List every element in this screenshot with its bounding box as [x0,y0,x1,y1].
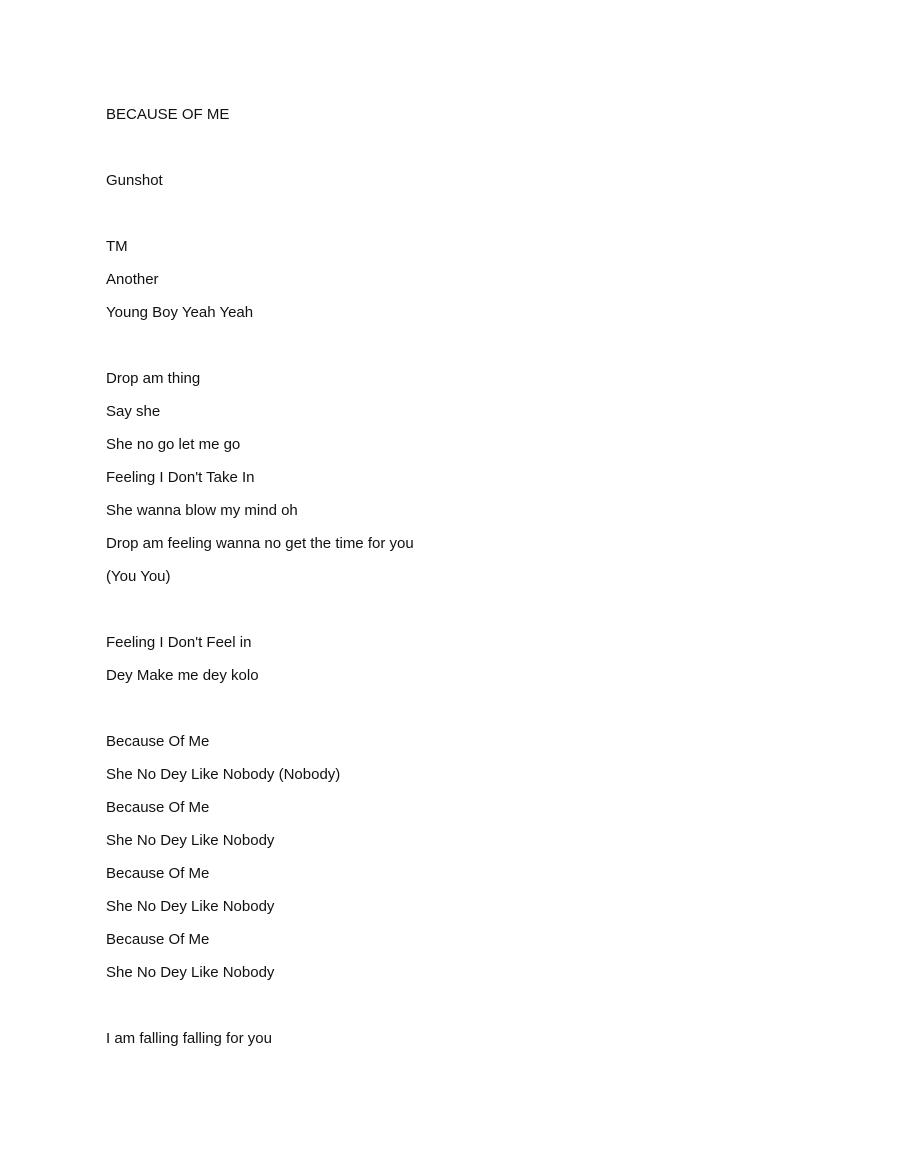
lyric-line: Drop am feeling wanna no get the time for you [106,535,414,552]
artist-name: Gunshot [106,172,163,189]
lyric-line: Feeling I Don't Feel in [106,634,252,651]
lyric-line: She wanna blow my mind oh [106,502,298,519]
chorus-line: Because Of Me [106,865,210,882]
credit-line: TM [106,238,128,255]
credit-line: Another [106,271,159,288]
chorus-line: Because Of Me [106,799,210,816]
lyric-line: She no go let me go [106,436,241,453]
lyric-line: Drop am thing [106,370,201,387]
chorus-line: Because Of Me [106,733,210,750]
lyric-line: (You You) [106,568,171,585]
chorus-line: She No Dey Like Nobody [106,898,275,915]
chorus-line: She No Dey Like Nobody [106,832,275,849]
lyric-line: Say she [106,403,161,420]
credit-line: Young Boy Yeah Yeah [106,304,254,321]
lyric-line: Feeling I Don't Take In [106,469,255,486]
chorus-line: She No Dey Like Nobody [106,964,275,981]
lyric-line: Dey Make me dey kolo [106,667,259,684]
chorus-line: She No Dey Like Nobody (Nobody) [106,766,341,783]
chorus-line: Because Of Me [106,931,210,948]
song-title: BECAUSE OF ME [106,106,230,123]
lyric-line: I am falling falling for you [106,1030,272,1047]
